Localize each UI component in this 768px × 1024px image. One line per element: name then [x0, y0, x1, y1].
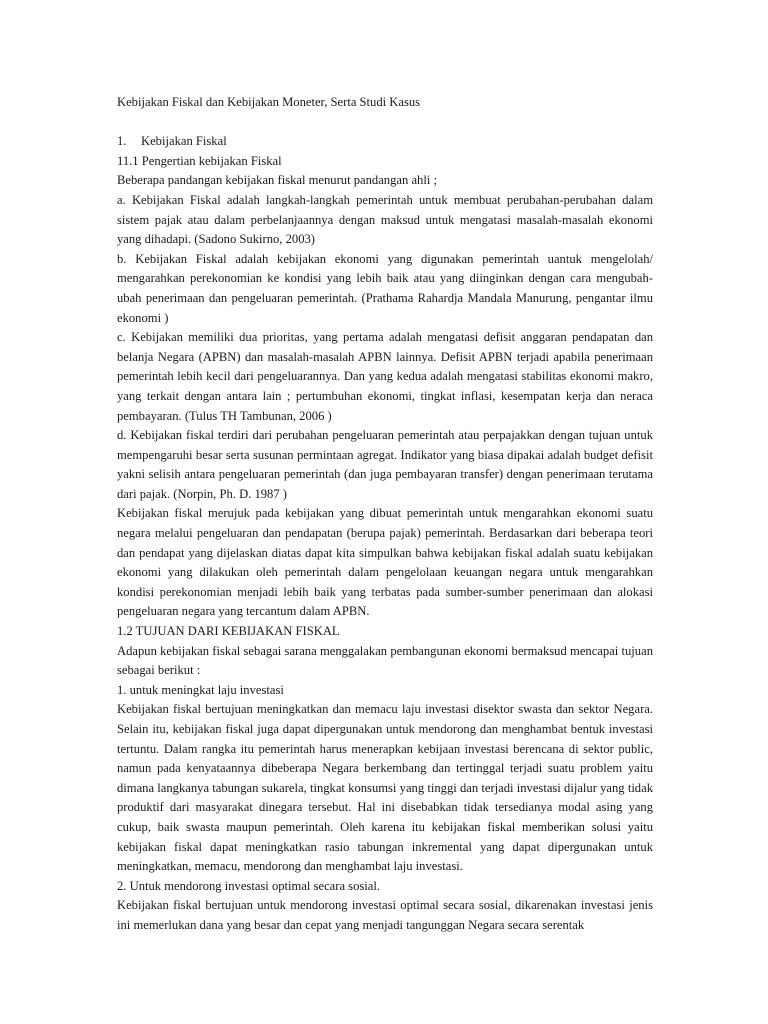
- paragraph-tujuan: Adapun kebijakan fiskal sebagai sarana menggalakan pembangunan ekonomi bermaksud mencapai tujuan sebagai berikut :: [117, 643, 653, 678]
- section-number: 1.: [117, 134, 127, 149]
- document-page: [117, 93, 653, 936]
- list-item-1-body: Kebijakan fiskal bertujuan meningkatkan dan memacu laju investasi disektor swasta dan sektor Negara. Selain itu, kebijakan fiskal juga dapat dipergunakan untuk mendorong dan menghambat bentuk investasi tertuntu. Dalam rangka itu pemerintah harus menerapkan kebijaan investasi berencana di sektor public, namun pada kenyataannya dibeberapa Negara berkembang dan tertinggal terjadi suatu problem yaitu dimana langkanya tabungan sukarela, tingkat konsumsi yang tinggi dan terjadi investasi dijalur yang tidak produktif dari masyarakat dinegara tersebut. Hal ini disebabkan tidak tersedianya modal asing yang cukup, baik swasta maupun pemerintah. Oleh karena itu kebijakan fiskal memberikan solusi yaitu kebijakan fiskal dapat meningkatkan rasio tabungan inkremental yang dapat dipergunakan untuk meningkatkan, memacu, mendorong dan menghambat laju investasi.: [117, 702, 653, 874]
- list-item-2-body: Kebijakan fiskal bertujuan untuk mendorong investasi optimal secara sosial, dikarenakan investasi jenis ini memerlukan dana yang besar dan cepat yang menjadi tangunggan Negara secara serentak: [117, 898, 653, 932]
- subsection-heading-1-2: 1.2 TUJUAN DARI KEBIJAKAN FISKAL: [117, 624, 340, 639]
- paragraph-d: d. Kebijakan fiskal terdiri dari perubahan pengeluaran pemerintah atau perpajakkan dengan tujuan untuk mempengaruhi besar serta susunan permintaan agregat. Indikator yang biasa dipakai adalah budget defisit yakni selisih antara pengeluaran pemerintah (dan juga pembayaran transfer) dengan penerimaan terutama dari pajak. (Norpin, Ph. D. 1987 ): [117, 428, 653, 501]
- list-item-2-heading: 2. Untuk mendorong investasi optimal secara sosial.: [117, 878, 381, 893]
- intro-line: Beberapa pandangan kebijakan fiskal menurut pandangan ahli ;: [117, 173, 437, 188]
- document-title: Kebijakan Fiskal dan Kebijakan Moneter, Serta Studi Kasus: [117, 95, 421, 109]
- section-heading-1: [117, 132, 653, 152]
- subsection-heading-1-1: 11.1 Pengertian kebijakan Fiskal: [117, 153, 282, 168]
- paragraph-c: c. Kebijakan memiliki dua prioritas, yang pertama adalah mengatasi defisit anggaran pendapatan dan belanja Negara (APBN) dan masalah-masalah APBN lainnya. Defisit APBN terjadi apabila penerimaan pemerintah lebih kecil dari pengeluarannya. Dan yang kedua adalah mengatasi stabilitas ekonomi makro, yang terkait dengan antara lain ; pertumbuhan ekonomi, tingkat inflasi, kesempatan kerja dan neraca pembayaran. (Tulus TH Tambunan, 2006 ): [117, 330, 653, 423]
- list-item-1-heading: 1. untuk meningkat laju investasi: [117, 682, 284, 697]
- paragraph-a: a. Kebijakan Fiskal adalah langkah-langkah pemerintah untuk membuat perubahan-perubahan dalam sistem pajak atau dalam perbelanjaannya dengan maksud untuk mengatasi masalah-masalah ekonomi yang dihadapi. (Sadono Sukirno, 2003): [117, 192, 653, 247]
- section-heading-text: Kebijakan Fiskal: [141, 134, 227, 149]
- paragraph-b: b. Kebijakan Fiskal adalah kebijakan ekonomi yang digunakan pemerintah uantuk mengelolah/ mengarahkan perekonomian ke kondisi yang lebih baik atau yang diinginkan dengan cara mengubah- ubah penerimaan dan pengeluaran pemerintah. (Prathama Rahardja Mandala Manurung, pengantar ilmu ekonomi ): [117, 251, 653, 325]
- paragraph-summary: Kebijakan fiskal merujuk pada kebijakan yang dibuat pemerintah untuk mengarahkan ekonomi suatu negara melalui pengeluaran dan pendapatan (berupa pajak) pemerintah. Berdasarkan dari beberapa teori dan pendapat yang dijelaskan diatas dapat kita simpulkan bahwa kebijakan fiskal adalah suatu kebijakan ekonomi yang dilakukan oleh pemerintah dalam pengelolaan keuangan negara untuk mengarahkan kondisi perekonomian menjadi lebih baik yang terbatas pada sumber-sumber penerimaan dan alokasi pengeluaran negara yang tercantum dalam APBN.: [117, 506, 653, 619]
